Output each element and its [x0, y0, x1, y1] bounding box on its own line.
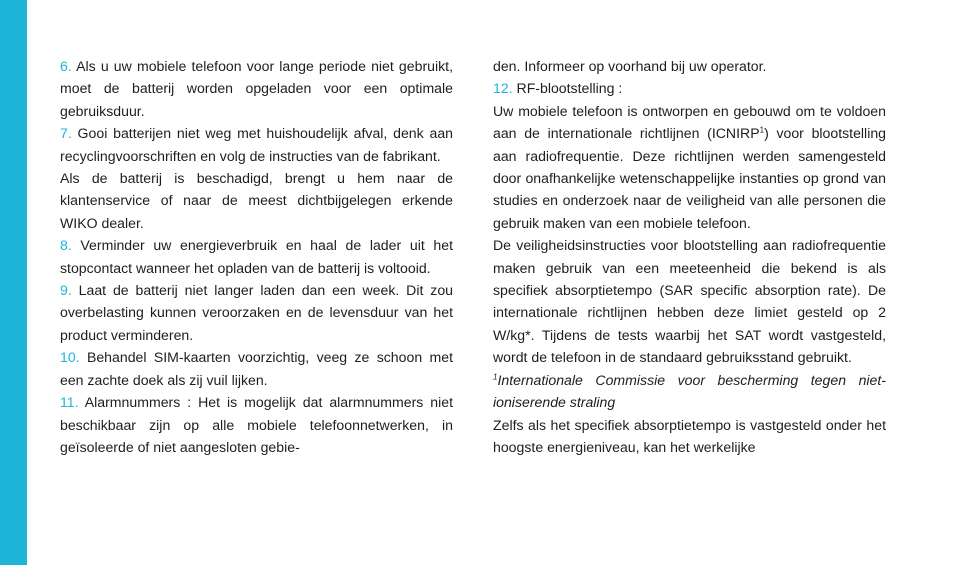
item-7-extra: Als de batterij is beschadigd, brengt u hem naar de klantenservice of naar de meest dichtbijgelegen erkende WIKO dealer.: [60, 170, 453, 231]
item-7: [60, 122, 453, 167]
item-text: Behandel SIM-kaarten voorzichtig, veeg ze schoon met een zachte doek als zij vuil lijken.: [60, 349, 453, 388]
item-6: [60, 55, 453, 122]
item-11: [60, 391, 453, 458]
item-number: 10.: [60, 349, 80, 366]
item-11-continuation: den. Informeer op voorhand bij uw operator.: [493, 58, 767, 74]
item-10: [60, 346, 453, 391]
item-number: 7.: [60, 125, 72, 142]
item-number: 12.: [493, 80, 513, 97]
footnote-text: Internationale Commissie voor bescherming tegen niet-ioniserende straling: [493, 371, 886, 411]
footnote-marker: 1: [759, 125, 765, 135]
paragraph-text: Uw mobiele telefoon is ontworpen en gebouwd om te voldoen aan de internationale richtlijnen (ICNIRP: [493, 102, 886, 142]
paragraph-text: ) voor blootstelling aan radiofrequentie. Deze richtlijnen werden samengesteld door onafhankelijke wetenschappelijke instanties op grond van studies en onderzoek naar de veiligheid van alle personen die gebruik maken van een mobiele telefoon.: [493, 125, 886, 231]
rf-paragraph-1: [493, 100, 886, 234]
item-text: Laat de batterij niet langer laden dan een week. Dit zou overbelasting kunnen veroorzaken en de levensduur van het product verminderen.: [60, 282, 453, 343]
item-text: Verminder uw energieverbruik en haal de lader uit het stopcontact wanneer het opladen van de batterij is voltooid.: [60, 237, 453, 276]
footnote: [493, 369, 886, 414]
item-text: Als u uw mobiele telefoon voor lange periode niet gebruikt, moet de batterij worden opgeladen voor een optimale gebruiksduur.: [60, 58, 453, 119]
footnote-number: 1: [493, 372, 498, 381]
item-text: Alarmnummers : Het is mogelijk dat alarmnummers niet beschikbaar zijn op alle mobiele telefoonnetwerken, in geïsoleerde of niet aangesloten gebie-: [60, 394, 453, 455]
item-number: 6.: [60, 58, 72, 74]
rf-paragraph-2: De veiligheidsinstructies voor blootstelling aan radiofrequentie maken gebruik van een meeteenheid die bekend is als specifiek absorptietempo (SAR specific absorption rate). De internationale richtlijnen hebben deze limiet gesteld op 2 W/kg*. Tijdens de tests waarbij het SAT wordt vastgesteld, wordt de telefoon in de standaard gebruiksstand gebruikt.: [493, 237, 886, 366]
rf-paragraph-3: Zelfs als het specifiek absorptietempo is vastgesteld onder het hoogste energieniveau, kan het werkelijke: [493, 416, 886, 455]
item-number: 9.: [60, 282, 72, 299]
item-number: 8.: [60, 237, 72, 254]
item-number: 11.: [60, 394, 79, 411]
item-12-heading: [493, 77, 886, 99]
item-8: [60, 234, 453, 279]
item-text: Gooi batterijen niet weg met huishoudelijk afval, denk aan recyclingvoorschriften en volg de instructies van de fabrikant.: [60, 125, 453, 164]
right-column: [493, 55, 886, 458]
accent-bar: [0, 0, 27, 565]
item-9: [60, 279, 453, 346]
left-column: [60, 55, 453, 458]
section-heading: RF-blootstelling :: [512, 80, 623, 97]
